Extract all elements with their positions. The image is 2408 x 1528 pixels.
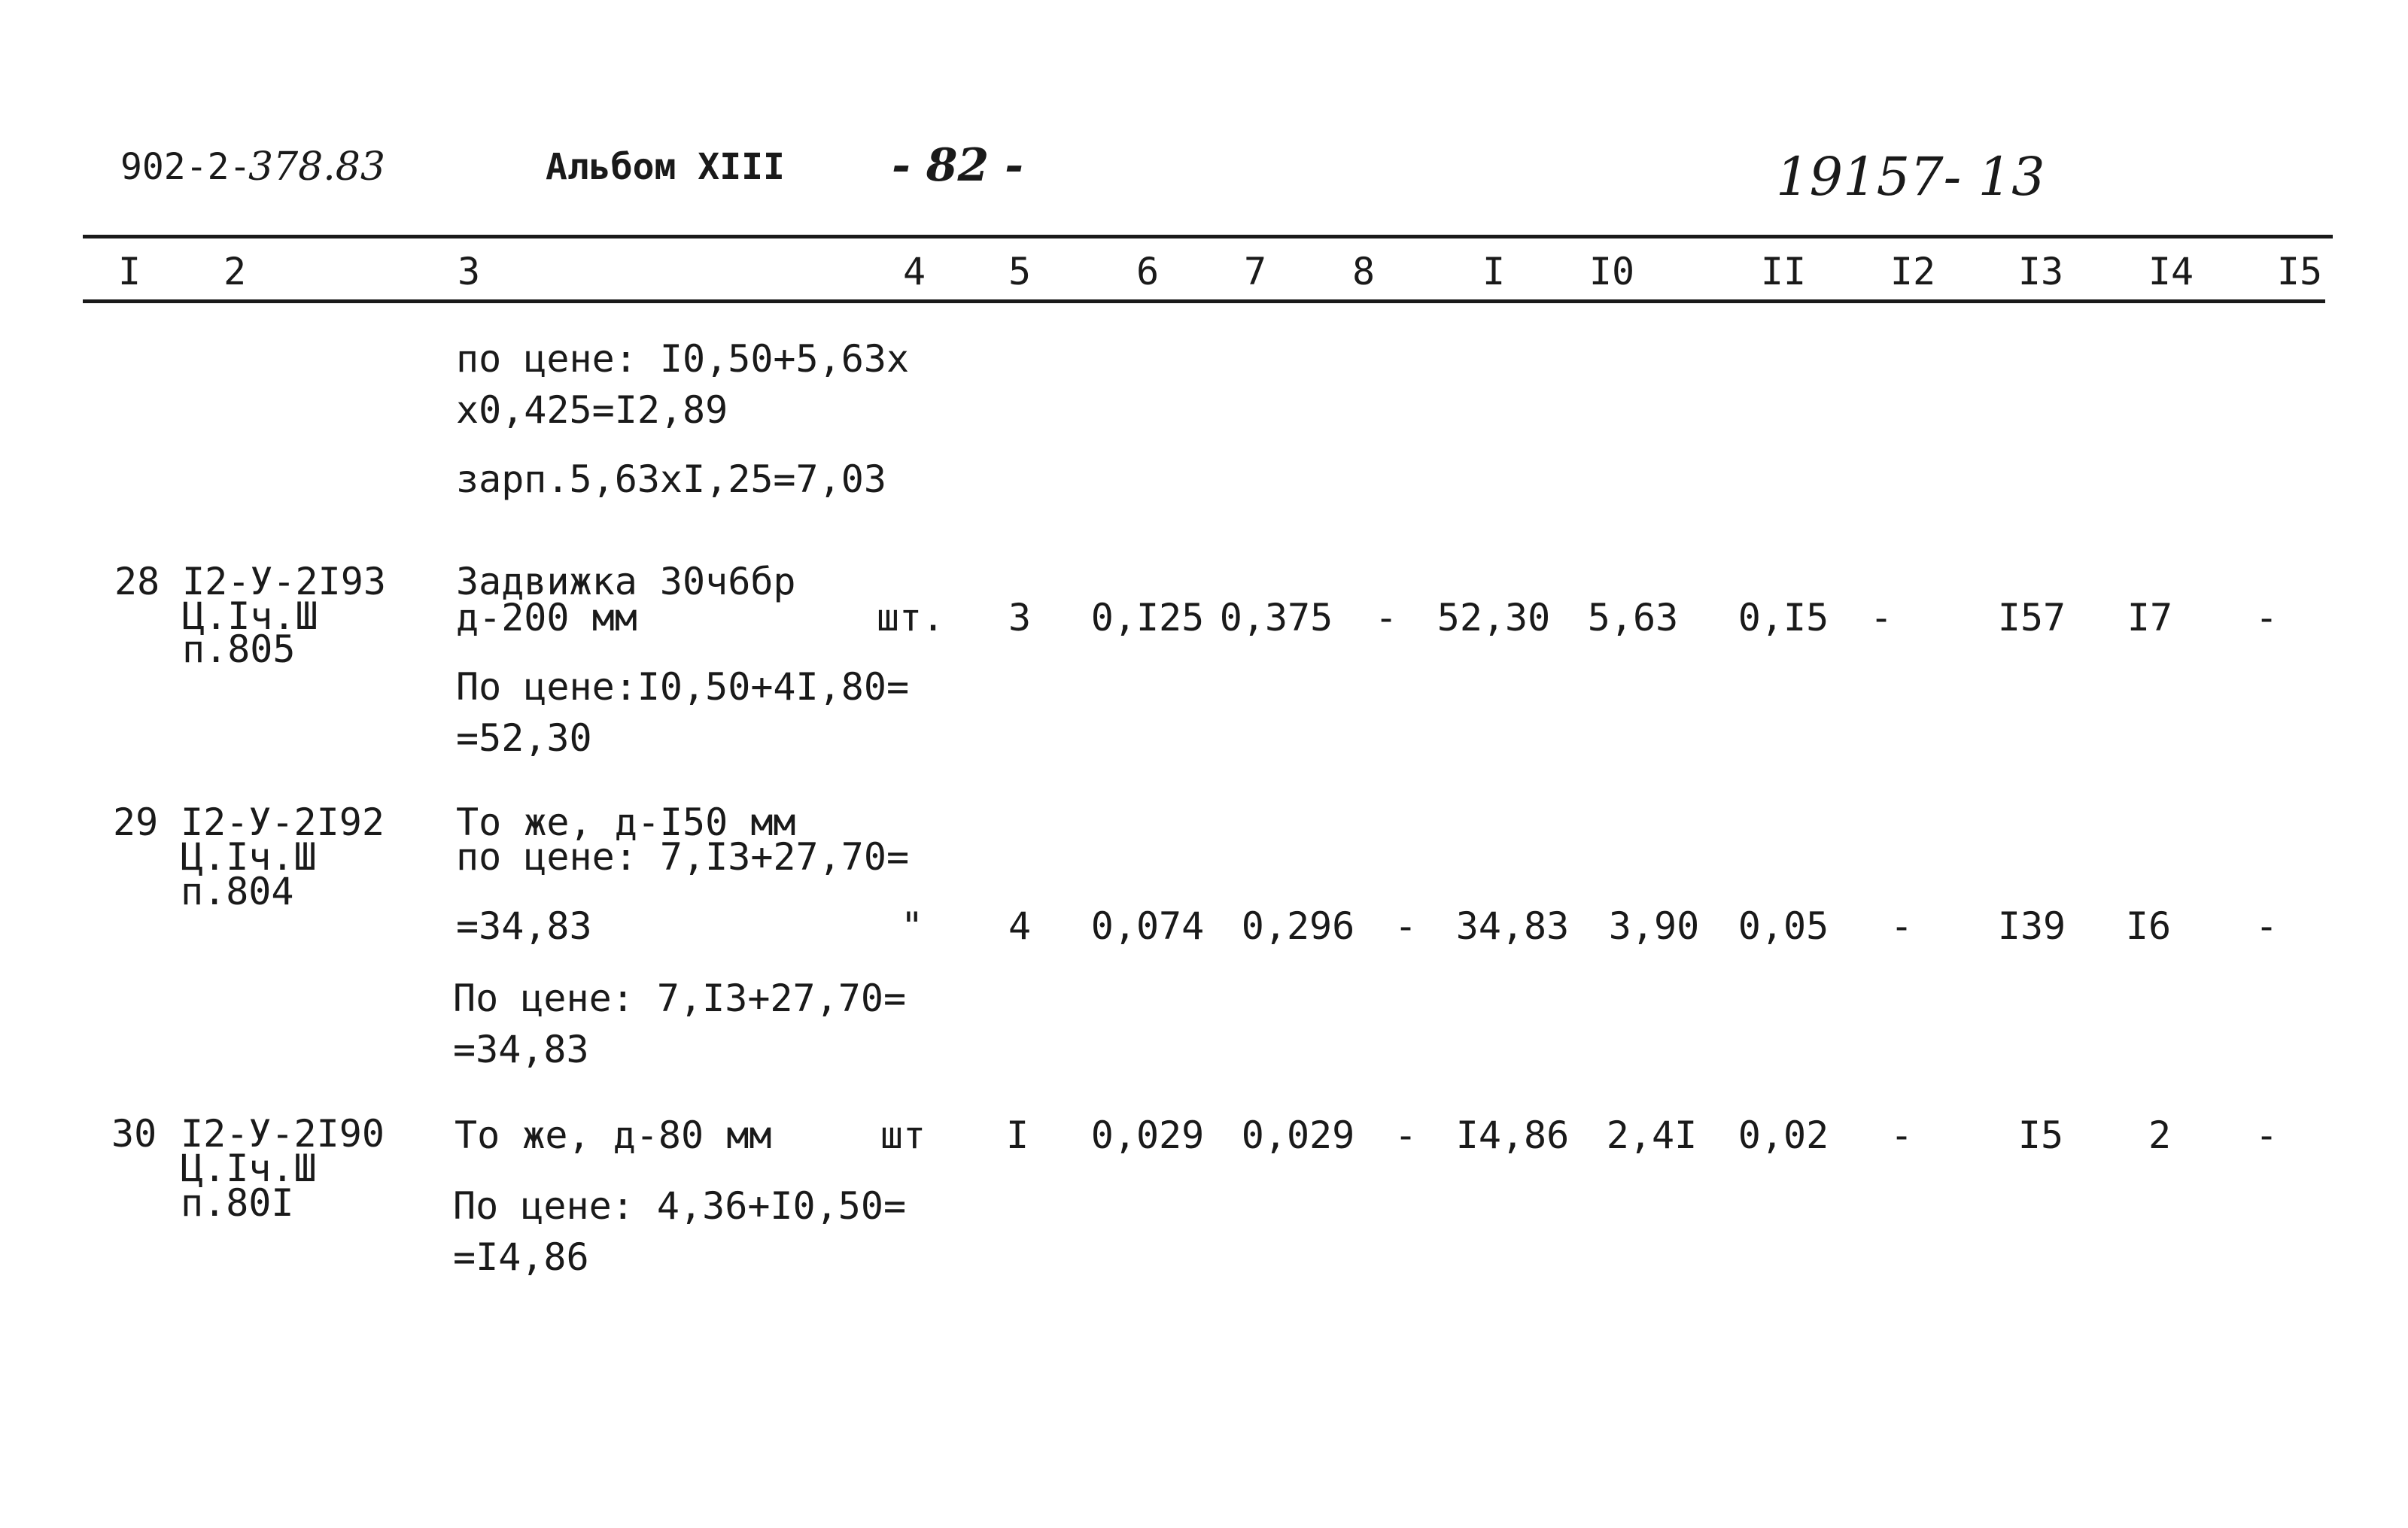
row-number: 29	[113, 800, 159, 844]
column-header-12: I2	[1890, 250, 1936, 293]
row-cell-7: 0,296	[1241, 904, 1355, 948]
album-title: Альбом XIII	[546, 146, 785, 188]
row-cell-8: -	[1374, 596, 1398, 639]
row-cell-13: I39	[1997, 904, 2066, 948]
row-code-line: I2-У-2I92	[181, 800, 385, 844]
row-cell-11: 0,05	[1738, 904, 1829, 948]
row-cell-6: 0,074	[1090, 904, 1205, 948]
doc-code: 902-2-	[120, 146, 251, 188]
row-cell-7: 0,029	[1241, 1113, 1355, 1157]
row-price-line: =I4,86	[453, 1235, 589, 1279]
row-price-line: По цене:I0,50+4I,80=	[456, 665, 910, 709]
column-header-5: 5	[1008, 250, 1032, 293]
row-cell-10: 3,90	[1608, 904, 1700, 948]
row-code-line: п.804	[181, 870, 294, 913]
row-code-line: п.80I	[181, 1181, 294, 1225]
row-description-line: Задвижка 30ч6бр	[456, 560, 796, 603]
header-bottom-rule	[83, 299, 2325, 303]
row-description-line: То же, д-80 мм	[455, 1113, 772, 1157]
column-header-10: I0	[1589, 250, 1635, 293]
continuation-line: зарп.5,63xI,25=7,03	[456, 457, 886, 501]
row-cell-13: I5	[2017, 1113, 2064, 1157]
row-cell-9: 52,30	[1437, 596, 1551, 639]
row-code-line: I2-У-2I90	[181, 1112, 385, 1156]
row-cell-10: 5,63	[1587, 596, 1679, 639]
row-code-line: Ц.Iч.Ш	[181, 1147, 317, 1190]
row-cell-15: -	[2254, 1113, 2279, 1157]
column-header-1: I	[117, 250, 141, 293]
row-cell-10: 2,4I	[1606, 1113, 1698, 1157]
row-cell-15: -	[2254, 904, 2279, 948]
column-header-8: 8	[1351, 250, 1376, 293]
row-cell-6: 0,I25	[1090, 596, 1205, 639]
row-cell-5: I	[1005, 1113, 1029, 1157]
row-cell-5: 3	[1008, 596, 1032, 639]
row-cell-8: -	[1394, 904, 1418, 948]
column-header-4: 4	[902, 250, 926, 293]
continuation-line: x0,425=I2,89	[456, 388, 728, 432]
row-price-line: =52,30	[456, 716, 592, 760]
row-cell-12: -	[1890, 904, 1914, 948]
column-header-14: I4	[2148, 250, 2194, 293]
row-number: 30	[111, 1112, 157, 1156]
column-header-3: 3	[457, 250, 481, 293]
row-cell-14: I6	[2125, 904, 2172, 948]
row-cell-8: -	[1394, 1113, 1418, 1157]
column-header-6: 6	[1136, 250, 1160, 293]
document-reference: 19157- 13	[1776, 146, 2045, 208]
row-code-line: Ц.Iч.Ш	[181, 835, 317, 879]
row-cell-7: 0,375	[1219, 596, 1333, 639]
row-code-line: Ц.Iч.Ш	[182, 594, 318, 638]
row-description-line: д-200 мм	[456, 596, 637, 639]
row-description-line: То же, д-I50 мм	[456, 800, 796, 844]
row-unit: шт.	[876, 596, 945, 639]
column-header-13: I3	[2017, 250, 2064, 293]
row-cell-9: I4,86	[1455, 1113, 1570, 1157]
row-cell-14: 2	[2148, 1113, 2172, 1157]
row-unit: шт	[880, 1113, 926, 1157]
row-cell-13: I57	[1997, 596, 2066, 639]
column-header-7: 7	[1243, 250, 1267, 293]
row-cell-11: 0,I5	[1738, 596, 1829, 639]
header-top-rule	[83, 235, 2333, 238]
row-description-line: по цене: 7,I3+27,70=	[456, 835, 910, 879]
row-cell-12: -	[1869, 596, 1893, 639]
row-price-line: =34,83	[453, 1028, 589, 1071]
row-cell-12: -	[1890, 1113, 1914, 1157]
column-header-9: I	[1482, 250, 1506, 293]
column-header-15: I5	[2276, 250, 2323, 293]
continuation-line: по цене: I0,50+5,63x	[456, 337, 910, 381]
row-code-line: I2-У-2I93	[182, 560, 386, 603]
row-cell-5: 4	[1008, 904, 1032, 948]
row-cell-15: -	[2254, 596, 2279, 639]
row-price-line: По цене: 4,36+I0,50=	[453, 1184, 907, 1228]
row-description-line: =34,83	[456, 904, 592, 948]
row-number: 28	[114, 560, 160, 603]
row-code-line: п.805	[182, 627, 296, 671]
column-header-11: II	[1760, 250, 1807, 293]
page-number: - 82 -	[892, 139, 1024, 192]
row-unit: "	[900, 904, 924, 948]
column-header-2: 2	[223, 250, 247, 293]
row-cell-11: 0,02	[1738, 1113, 1829, 1157]
doc-code-handwritten: 378.83	[248, 144, 385, 190]
row-cell-6: 0,029	[1090, 1113, 1205, 1157]
row-price-line: По цене: 7,I3+27,70=	[453, 977, 907, 1020]
row-cell-14: I7	[2127, 596, 2173, 639]
row-cell-9: 34,83	[1455, 904, 1570, 948]
